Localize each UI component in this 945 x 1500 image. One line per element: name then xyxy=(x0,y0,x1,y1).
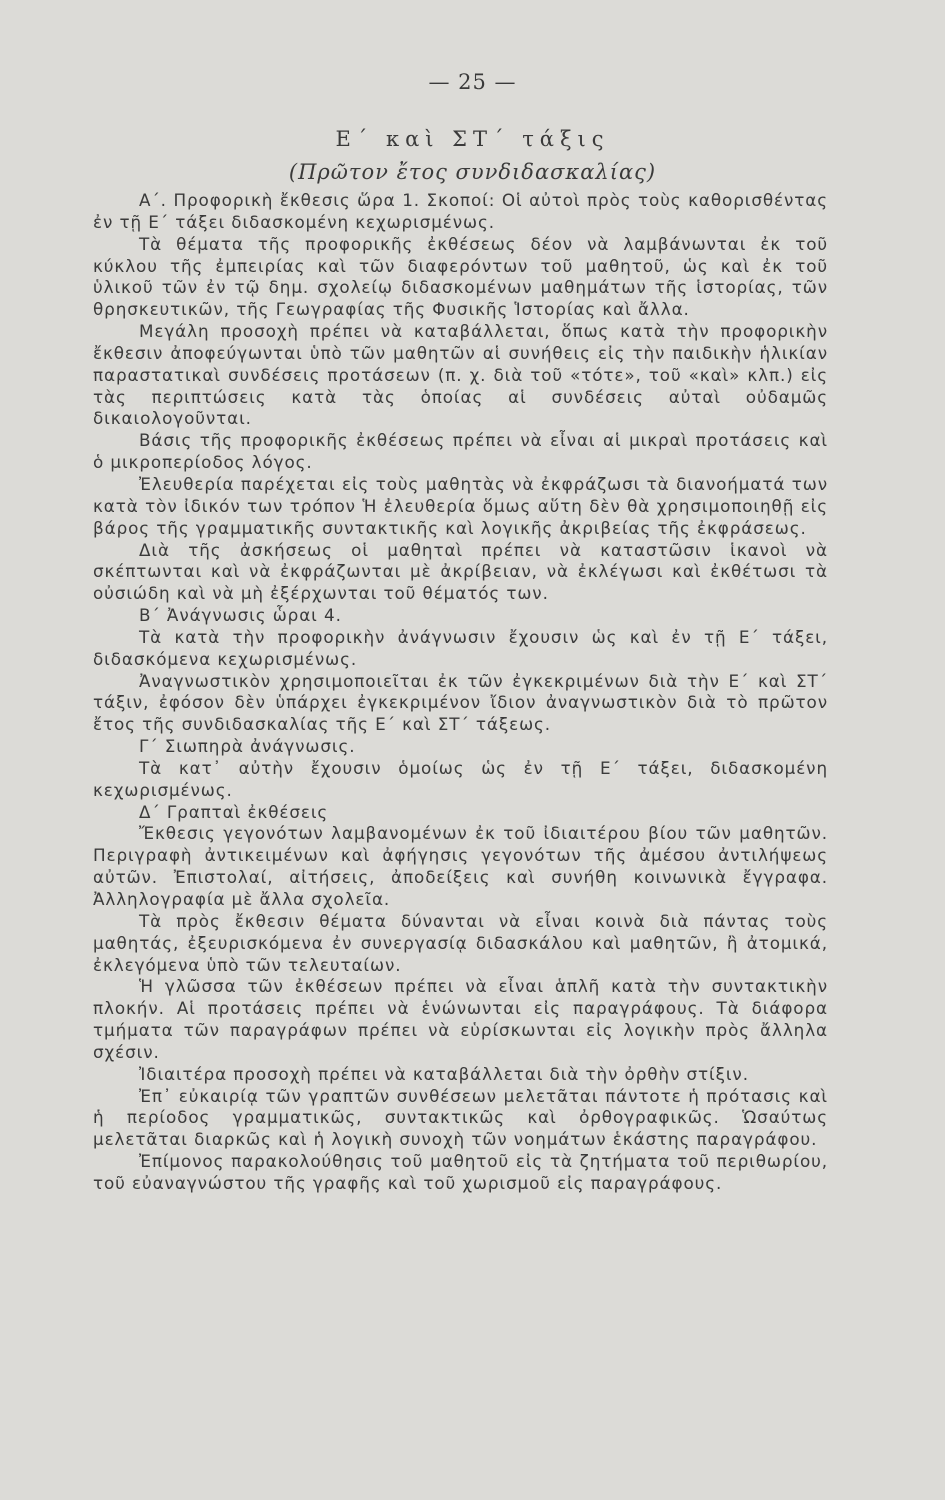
paragraph: Τὰ κατ᾽ αὐτὴν ἔχουσιν ὁμοίως ὡς ἐν τῇ Ε΄ τάξει, διδασκομένη κεχωρισμένως. xyxy=(93,757,828,800)
paragraph: Τὰ θέματα τῆς προφορικῆς ἐκθέσεως δέον νὰ λαμβάνωνται ἐκ τοῦ κύκλου τῆς ἐμπειρίας καὶ τῶν διαφερόντων τοῦ μαθητοῦ, ὡς καὶ ἐκ τοῦ ὑλικοῦ τῶν ἐν τῷ δημ. σχολείῳ διδασκομένων μαθημάτων τῆς ἱστορίας, τῶν θρησκευτικῶν, τῆς Γεωγραφίας τῆς Φυσικῆς Ἱστορίας καὶ ἄλλα. xyxy=(93,233,828,320)
subsection-heading: Β΄ Ἀνάγνωσις ὧραι 4. xyxy=(139,605,342,626)
paragraph: Μεγάλη προσοχὴ πρέπει νὰ καταβάλλεται, ὅπως κατὰ τὴν προφορικὴν ἔκθεσιν ἀποφεύγωνται ὑπὸ τῶν μαθητῶν αἱ συνήθεις εἰς τὴν παιδικὴν ἡλικίαν παραστατικαὶ συνδέσεις προτάσεων (π. χ. διὰ τοῦ «τότε», τοῦ «καὶ» κλπ.) εἰς τὰς περιπτώσεις κατὰ τὰς ὁποίας αἱ συνδέσεις αὐταὶ οὐδαμῶς δικαιολογοῦνται. xyxy=(93,321,828,429)
paragraph: Α΄. Προφορικὴ ἔκθεσις ὥρα 1. Σκοποί: Οἱ αὐτοὶ πρὸς τοὺς καθορισθέντας ἐν τῇ Ε΄ τάξει διδασκομένη κεχωρισμένως. xyxy=(93,190,828,232)
subsection-heading: Δ΄ Γραπταὶ ἐκθέσεις xyxy=(139,801,329,822)
paragraph: Ἐπ᾽ εὐκαιρίᾳ τῶν γραπτῶν συνθέσεων μελετᾶται πάντοτε ἡ πρότασις καὶ ἡ περίοδος γραμματικῶς, συντακτικῶς καὶ ὀρθογραφικῶς. Ὡσαύτως μελετᾶται διαρκῶς καὶ ἡ λογικὴ συνοχὴ τῶν νοημάτων ἑκάστης παραγράφου. xyxy=(93,1085,828,1150)
section-heading: Ε΄ καὶ ΣΤ΄ τάξις xyxy=(335,127,610,151)
paragraph: Ἔκθεσις γεγονότων λαμβανομένων ἐκ τοῦ ἰδιαιτέρου βίου τῶν μαθητῶν. Περιγραφὴ ἀντικειμένων καὶ ἀφήγησις γεγονότων τῆς ἀμέσου ἀντιλήψεως αὐτῶν. Ἐπιστολαί, αἰτήσεις, ἀποδείξεις καὶ συνήθη κοινωνικὰ ἔγγραφα. Ἀλληλογραφία μὲ ἄλλα σχολεῖα. xyxy=(93,823,828,909)
paragraph: Ἡ γλῶσσα τῶν ἐκθέσεων πρέπει νὰ εἶναι ἁπλῆ κατὰ τὴν συντακτικὴν πλοκήν. Αἱ προτάσεις πρέπει νὰ ἑνώνωνται εἰς παραγράφους. Τὰ διάφορα τμήματα τῶν παραγράφων πρέπει νὰ εὑρίσκωνται εἰς λογικὴν πρὸς ἄλληλα σχέσιν. xyxy=(93,976,828,1062)
page-number: — 25 — xyxy=(428,70,517,94)
section-subheading: (Πρῶτον ἔτος συνδιδασκαλίας) xyxy=(288,160,657,184)
paragraph: Ἀναγνωστικὸν χρησιμοποιεῖται ἐκ τῶν ἐγκεκριμένων διὰ τὴν Ε΄ καὶ ΣΤ΄ τάξιν, ἐφόσον δὲν ὑπάρχει ἐγκεκριμένον ἴδιον ἀναγνωστικὸν διὰ τὸ πρῶτον ἔτος τῆς συνδιδασκαλίας τῆς Ε΄ καὶ ΣΤ΄ τάξεως. xyxy=(93,670,828,735)
paragraph: Ἐπίμονος παρακολούθησις τοῦ μαθητοῦ εἰς τὰ ζητήματα τοῦ περιθωρίου, τοῦ εὐαναγνώστου τῆς γραφῆς καὶ τοῦ χωρισμοῦ εἰς παραγράφους. xyxy=(93,1151,828,1193)
paragraph: Τὰ κατὰ τὴν προφορικὴν ἀνάγνωσιν ἔχουσιν ὡς καὶ ἐν τῇ Ε΄ τάξει, διδασκόμενα κεχωρισμένως. xyxy=(93,626,828,669)
subsection-heading: Γ΄ Σιωπηρὰ ἀνάγνωσις. xyxy=(139,736,356,757)
paragraph: Ἰδιαιτέρα προσοχὴ πρέπει νὰ καταβάλλεται διὰ τὴν ὀρθὴν στίξιν. xyxy=(139,1063,749,1084)
paragraph: Διὰ τῆς ἀσκήσεως οἱ μαθηταὶ πρέπει νὰ καταστῶσιν ἱκανοὶ νὰ σκέπτωνται καὶ νὰ ἐκφράζωνται μὲ ἀκρίβειαν, νὰ ἐκλέγωσι καὶ ἐκθέτωσι τὰ οὐσιώδη καὶ νὰ μὴ ἐξέρχωνται τοῦ θέματός των. xyxy=(93,539,828,604)
paragraph: Βάσις τῆς προφορικῆς ἐκθέσεως πρέπει νὰ εἶναι αἱ μικραὶ προτάσεις καὶ ὁ μικροπερίοδος λόγος. xyxy=(93,430,828,473)
paragraph: Τὰ πρὸς ἔκθεσιν θέματα δύνανται νὰ εἶναι κοινὰ διὰ πάντας τοὺς μαθητάς, ἐξευρισκόμενα ἐν συνεργασίᾳ διδασκάλου καὶ μαθητῶν, ἢ ἀτομικά, ἐκλεγόμενα ὑπὸ τῶν τελευταίων. xyxy=(93,910,828,975)
body-text xyxy=(93,190,828,1195)
paragraph: Ἐλευθερία παρέχεται εἰς τοὺς μαθητὰς νὰ ἐκφράζωσι τὰ διανοήματά των κατὰ τὸν ἰδικόν των τρόπον Ἡ ἐλευθερία ὅμως αὕτη δὲν θὰ χρησιμοποιηθῇ εἰς βάρος τῆς γραμματικῆς συντακτικῆς καὶ λογικῆς ἀκριβείας τῆς ἐκφράσεως. xyxy=(93,473,828,538)
